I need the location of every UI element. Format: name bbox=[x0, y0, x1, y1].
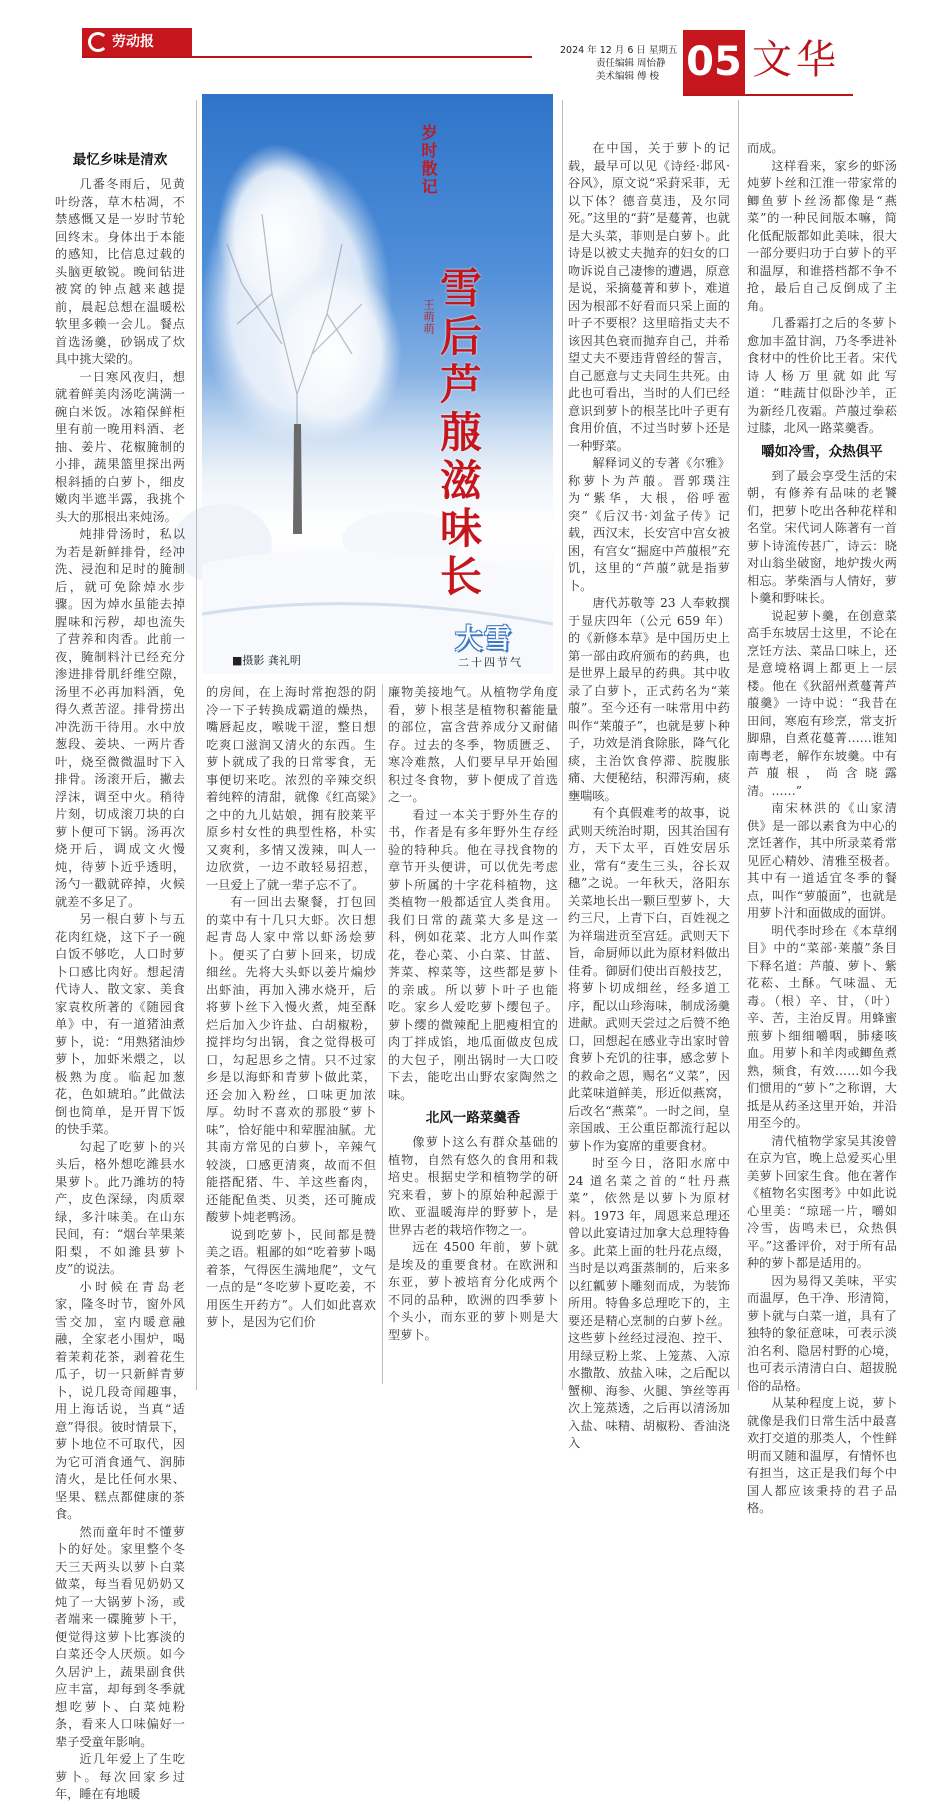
subheading: 最忆乡味是清欢 bbox=[72, 152, 168, 168]
paragraph: 有个真假难考的故事，说武则天统治时期，因其治国有方，天下太平，百姓安居乐业，常有“麦生三头，谷长双穗”之说。一年秋天，洛阳东关菜地长出一颗巨型萝卜，大约三尺，上青下白，百姓视之为祥瑞进贡至宫廷。武则天下旨，命厨师以此为原材料做出佳肴。御厨们使出百般技艺，将萝卜切成细丝，经多道工序，配以山珍海味，制成汤羹进献。武则天尝过之后赞不绝口，回想起在感业寺出家时曾食萝卜充饥的往事，感念萝卜的救命之恩，赐名“义菜”，因此菜味道鲜美，形近似燕窝，后改名“燕菜”。一时之间，皇亲国戚、王公重臣都流行起以萝卜作为宴席的重要食材。 bbox=[568, 806, 730, 1153]
series-title: 岁时散记 bbox=[419, 124, 438, 196]
paragraph: 时至今日，洛阳水席中 24 道名菜之首的“牡丹燕菜”，依然是以萝卜为原材料。1973 年，周恩来总理还曾以此宴请过加拿大总理特鲁多。此菜上面的牡丹花点缀，当时是以鸡蛋蒸制的，后来多以红瓤萝卜雕刻而成，为装饰所用。特鲁多总理吃下的，主要还是精心烹制的白萝卜丝。这些萝卜丝经过浸泡、控干、用绿豆粉上浆、上笼蒸、入凉水撒散、放盐入味，之后配以蟹柳、海参、火腿、笋丝等再次上笼蒸透，之后再以清汤加入盐、味精、胡椒粉、香油浇入 bbox=[568, 1156, 730, 1450]
paragraph: 远在 4500 年前，萝卜就是埃及的重要食材。在欧洲和东亚，萝卜被培育分化成两个不同的品种，欧洲的四季萝卜个头小，而东亚的萝卜则是大型萝卜。 bbox=[388, 1240, 558, 1342]
article-column-5 bbox=[747, 140, 897, 1515]
paragraph: 廉物美接地气。从植物学角度看，萝卜根茎是植物积蓄能量的部位，富含营养成分又耐储存。过去的冬季，物质匮乏、寒冷难熬，人们要早早开始囤积过冬食物，萝卜便成了首选之一。 bbox=[388, 685, 558, 804]
responsible-editor: 责任编辑 周怡静 bbox=[596, 58, 666, 69]
issue-info bbox=[560, 44, 677, 83]
article-column-1 bbox=[55, 146, 185, 1801]
masthead bbox=[0, 0, 933, 96]
section-rule bbox=[683, 94, 853, 96]
paragraph: 到了最会享受生活的宋朝，有修养有品味的老饕们，把萝卜吃出各种花样和名堂。宋代词人陈著有一首萝卜诗流传甚广，诗云：晓对山翁坐破窗，地炉拨火两相忘。茅柴酒与人情好，萝卜羹和野味长。 bbox=[747, 468, 897, 605]
paragraph: 看过一本关于野外生存的书，作者是有多年野外生存经验的特种兵。他在寻找食物的章节开头便讲，可以优先考虑萝卜所属的十字花科植物，这类植物一般都适宜人类食用。我们日常的蔬菜大多是这一科，例如花菜、北方人叫作菜花，卷心菜、小白菜、甘蓝、荠菜、榨菜等，这些都是萝卜的亲戚。所以萝卜叶子也能吃。家乡人爱吃萝卜缨包子。萝卜缨的微辣配上肥瘦相宜的肉丁拌成馅，地瓜面做皮包成的大包子，刚出锅时一大口咬下去，能吃出山野农家陶然之味。 bbox=[388, 807, 558, 1102]
article-author: 王萌萌 bbox=[422, 299, 435, 335]
paragraph: 几番冬雨后，见黄叶纷落，草木枯凋，不禁感慨又是一岁时节轮回终末。身体出于本能的感知，比信息过载的头脑更敏锐。晚间钻进被窝的钟点越来越提前，晨起总想在温暖松软里多赖一会儿。餐点首选汤羹，砂锅成了炊具中挑大梁的。 bbox=[55, 177, 185, 366]
paragraph: 在中国，关于萝卜的记载，最早可以见《诗经·邶风·谷风》，原文说“采葑采菲，无以下体？德音莫违，及尔同死。”这里的“葑”是蔓菁，也就是大头菜，菲则是白萝卜。此诗是以被丈夫抛弃的妇女的口吻诉说自己凄惨的遭遇，原意是说，采摘蔓菁和萝卜，难道因为根部不好看而只采上面的叶子不要根？这里暗指丈夫不该因其色衰而抛弃自己，并希望丈夫不要违背曾经的誓言，自己愿意与丈夫同生共死。由此也可看出，当时的人们已经意识到萝卜的根茎比叶子更有食用价值，不过当时萝卜还是一种野菜。 bbox=[568, 141, 730, 453]
paragraph: 因为易得又美味，平实而温厚，色干净、形清简，萝卜就与白菜一道，具有了独特的象征意味，可表示淡泊名利、隐居村野的心境，也可表示清清白白、超拔脱俗的品格。 bbox=[747, 1273, 897, 1393]
paragraph: 有一回出去聚餐，打包回的菜中有十几只大虾。次日想起青岛人家中常以虾汤烩萝卜。便买了白萝卜回来，切成细丝。先将大头虾以姜片煸炒出虾油，再加入沸水烧开，后将萝卜丝下入慢火煮，炖至酥烂后加入少许盐、白胡椒粉，搅拌均匀出锅，食之觉得极可口，勾起思乡之情。只不过家乡是以海虾和青萝卜做此菜，还会加入粉丝，口味更加浓厚。幼时不喜欢的那股“萝卜味”，恰好能中和荤腥油腻。尤其南方常见的白萝卜，辛辣气较淡，口感更清爽，故而不但能搭配猪、牛、羊这些畜肉，还能配鱼类、贝类，还可腌成酸萝卜炖老鸭汤。 bbox=[206, 895, 376, 1224]
paragraph: 明代李时珍在《本草纲目》中的“菜部·莱菔”条目下释名道：芦菔、萝卜、紫花菘、土酥。气味温、无毒。（根）辛、甘，（叶）辛、苦，主治反胃。用蜂蜜煎萝卜细细嚼咽，肺痿咳血。用萝卜和羊肉或鲫鱼煮熟，频食，有效……如今我们惯用的“萝卜”之称谓，大抵是从药圣这里开始，并沿用至今的。 bbox=[747, 923, 897, 1130]
paragraph: 近几年爱上了生吃萝卜。每次回家乡过年，睡在有地暖 bbox=[55, 1752, 185, 1801]
column-divider bbox=[562, 100, 563, 1390]
paragraph: 另一根白萝卜与五花肉红烧，这下子一碗白饭不够吃，人口时萝卜口感比肉好。想起清代诗人、散文家、美食家袁枚所著的《随园食单》中，有一道猪油煮萝卜，说：“用熟猪油炒萝卜，加虾米煨之，以极熟为度。临起加葱花，色如琥珀。”此做法倒也简单，是开胃下饭的快手菜。 bbox=[55, 912, 185, 1136]
article-column-2 bbox=[206, 684, 376, 1384]
paragraph: 几番霜打之后的冬萝卜愈加丰盈甘润，乃冬季进补食材中的性价比王者。宋代诗人杨万里就如此写道：“畦蔬甘似卧沙羊，正为新经几夜霜。芦菔过拳菘过膝，北风一路菜羹香。 bbox=[747, 316, 897, 435]
column-divider bbox=[738, 100, 739, 1390]
column-divider bbox=[382, 684, 383, 1384]
paragraph: 清代植物学家吴其浚曾在京为官，晚上总爱买心里美萝卜回家生食。他在著作《植物名实图考》中如此说心里美：“琼瑶一片，嚼如冷雪，齿鸣未已，众热俱平。”这番评价，对于所有品种的萝卜都是适用的。 bbox=[747, 1133, 897, 1270]
subheading: 嚼如冷雪，众热俱平 bbox=[761, 443, 883, 460]
paragraph: 南宋林洪的《山家清供》是一部以素食为中心的烹饪著作，其中所录菜肴常见匠心精妙、清雅至极者。其中有一道适宜冬季的餐点，叫作“萝菔面”，也就是用萝卜汁和面做成的面饼。 bbox=[747, 801, 897, 920]
hero-photo bbox=[202, 94, 553, 674]
snow-tree-illustration bbox=[202, 94, 553, 674]
art-editor: 美术编辑 傅 梭 bbox=[596, 71, 660, 82]
paragraph: 从某种程度上说，萝卜就像是我们日常生活中最喜欢打交道的那类人，个性鲜明而又随和温厚，有情怀也有担当，这正是我们每个中国人都应该秉持的君子品格。 bbox=[747, 1396, 897, 1515]
paragraph: 说起萝卜羹，在创意菜高手东坡居士这里，不论在烹饪方法、菜品口味上，还是意境格调上都更上一层楼。他在《狄韶州煮蔓菁芦菔羹》一诗中说：“我昔在田间，寒庖有珍烹，常支折脚鼎，自煮花蔓菁……谁知南粤老，解作东坡羹。中有芦菔根，尚含晓露清。……” bbox=[747, 608, 897, 798]
page-number: 05 bbox=[683, 30, 745, 94]
solar-term-badge: 大雪 bbox=[455, 624, 513, 655]
paragraph: 然而童年时不懂萝卜的好处。家里整个冬天三天两头以萝卜白菜做菜，每当看见奶奶又炖了一大锅萝卜汤，或者端来一碟腌萝卜干，便觉得这萝卜比寡淡的白菜还令人厌烦。如今久居沪上，蔬果副食供应丰富，却每到冬季就想吃萝卜、白菜炖粉条，看来人口味偏好一辈子受童年影响。 bbox=[55, 1524, 185, 1749]
paragraph: 一日寒风夜归，想就着鲜美肉汤吃满满一碗白米饭。冰箱保鲜柜里有前一晚用料酒、老抽、姜片、花椒腌制的小排，蔬果篮里探出两根斜插的白萝卜，细皮嫩肉半遮半露，我挑个头大的那根出来炖汤。 bbox=[55, 369, 185, 524]
section-title: 文华 bbox=[752, 37, 840, 83]
solar-term-caption: 二十四节气 bbox=[458, 656, 523, 669]
column-divider bbox=[196, 100, 197, 1390]
paragraph: 小时候在青岛老家，隆冬时节，窗外风雪交加，室内暖意融融，全家老小围炉，喝着茉莉花茶，剥着花生瓜子，切一只新鲜青萝卜，说几段奇闻趣事，用上海话说，当真“适意”得很。彼时情景下，萝卜地位不可取代，因为它可消食通气、润肺清火，是比任何水果、坚果、糕点都健康的茶食。 bbox=[55, 1279, 185, 1521]
paragraph: 勾起了吃萝卜的兴头后，格外想吃潍县水果萝卜。此乃潍坊的特产，皮色深绿，肉质翠绿，多汁味美。在山东民间，有：“烟台苹果莱阳梨，不如潍县萝卜皮”的说法。 bbox=[55, 1139, 185, 1276]
paragraph: 炖排骨汤时，私以为若是新鲜排骨，经冲洗、浸泡和足时的腌制后，就可免除焯水步骤。因为焯水虽能去掉腥味和污秽，却也流失了营养和肉香。此前一夜，腌制料汁已经充分渗进排骨肌纤维空隙，汤里不必再加料酒，免得久煮苦涩。排骨捞出冲洗沥干待用。水中放葱段、姜块、一两片香叶，烧至微微温时下入排骨。汤滚开后，撇去浮沫，调至中火。稍待片刻，切成滚刀块的白萝卜便可下锅。汤再次烧开后，调成文火慢炖，待萝卜近乎透明，汤勺一戳就碎掉，火候就差不多足了。 bbox=[55, 527, 185, 909]
paragraph: 说到吃萝卜，民间都是赞美之语。粗鄙的如“吃着萝卜喝着茶，气得医生满地爬”，文气一点的是“冬吃萝卜夏吃姜，不用医生开药方”。人们如此喜欢萝卜，是因为它们价 bbox=[206, 1227, 376, 1329]
subheading: 北风一路菜羹香 bbox=[425, 1110, 521, 1126]
paragraph: 的房间，在上海时常抱怨的阴冷一下子转换成霸道的燥热，嘴唇起皮，喉咙干涩，整日想吃爽口滋润又清火的东西。生萝卜就成了我的日常零食，无事便切来吃。浓烈的辛辣交织着纯粹的清甜，就像《红高粱》之中的九儿姑娘，拥有胶莱平原乡村女性的典型性格，朴实又爽利，多情又泼辣，叫人一边欣赏，一边不敢轻易招惹，一旦爱上了就一辈子忘不了。 bbox=[206, 685, 376, 892]
masthead-rule bbox=[82, 28, 532, 58]
paragraph: 像萝卜这么有群众基础的植物，自然有悠久的食用和栽培史。根据史学和植物学的研究来看，萝卜的原始种起源于欧、亚温暖海岸的野萝卜，是世界古老的栽培作物之一。 bbox=[388, 1135, 558, 1237]
article-column-4 bbox=[568, 140, 730, 1450]
paragraph: 唐代苏敬等 23 人奉敕撰于显庆四年（公元 659 年）的《新修本草》是中国历史上第一部由政府颁布的药典，也是世界上最早的药典。其中收录了白萝卜，正式药名为“莱菔”。至今还有一味常用中药叫作“莱菔子”，也就是萝卜种子，功效是消食除胀，降气化痰，主治饮食停滞、脘腹胀痛、大便秘结，积滞泻痢，痰壅喘咳。 bbox=[568, 596, 730, 803]
paragraph: 解释词义的专著《尔雅》称萝卜为芦菔。晋郭璞注为“紫华，大根，俗呼雹突”《后汉书·刘盆子传》记载，西汉末，长安宫中宫女被困，有宫女“掘庭中芦菔根”充饥，这里的“芦菔”就是指萝卜。 bbox=[568, 456, 730, 593]
article-column-3 bbox=[388, 684, 558, 1384]
paragraph: 这样看来，家乡的虾汤炖萝卜丝和江淮一带家常的鲫鱼萝卜丝汤都像是“燕菜”的一种民间版本嘛，简化低配版都如此美味，很大一部分要归功于白萝卜的平和温厚，和谁搭档都不争不抢，最后自己反倒成了主角。 bbox=[747, 158, 897, 313]
article-headline: 雪后芦菔滋味长 bbox=[434, 266, 483, 602]
issue-date: 2024 年 12 月 6 日 星期五 bbox=[560, 45, 678, 56]
paragraph: 而成。 bbox=[747, 141, 784, 155]
logo-icon bbox=[88, 32, 108, 52]
logo-text: 劳动报 bbox=[112, 34, 154, 50]
photo-credit: ■摄影 龚礼明 bbox=[232, 654, 301, 667]
newspaper-logo bbox=[82, 28, 192, 56]
